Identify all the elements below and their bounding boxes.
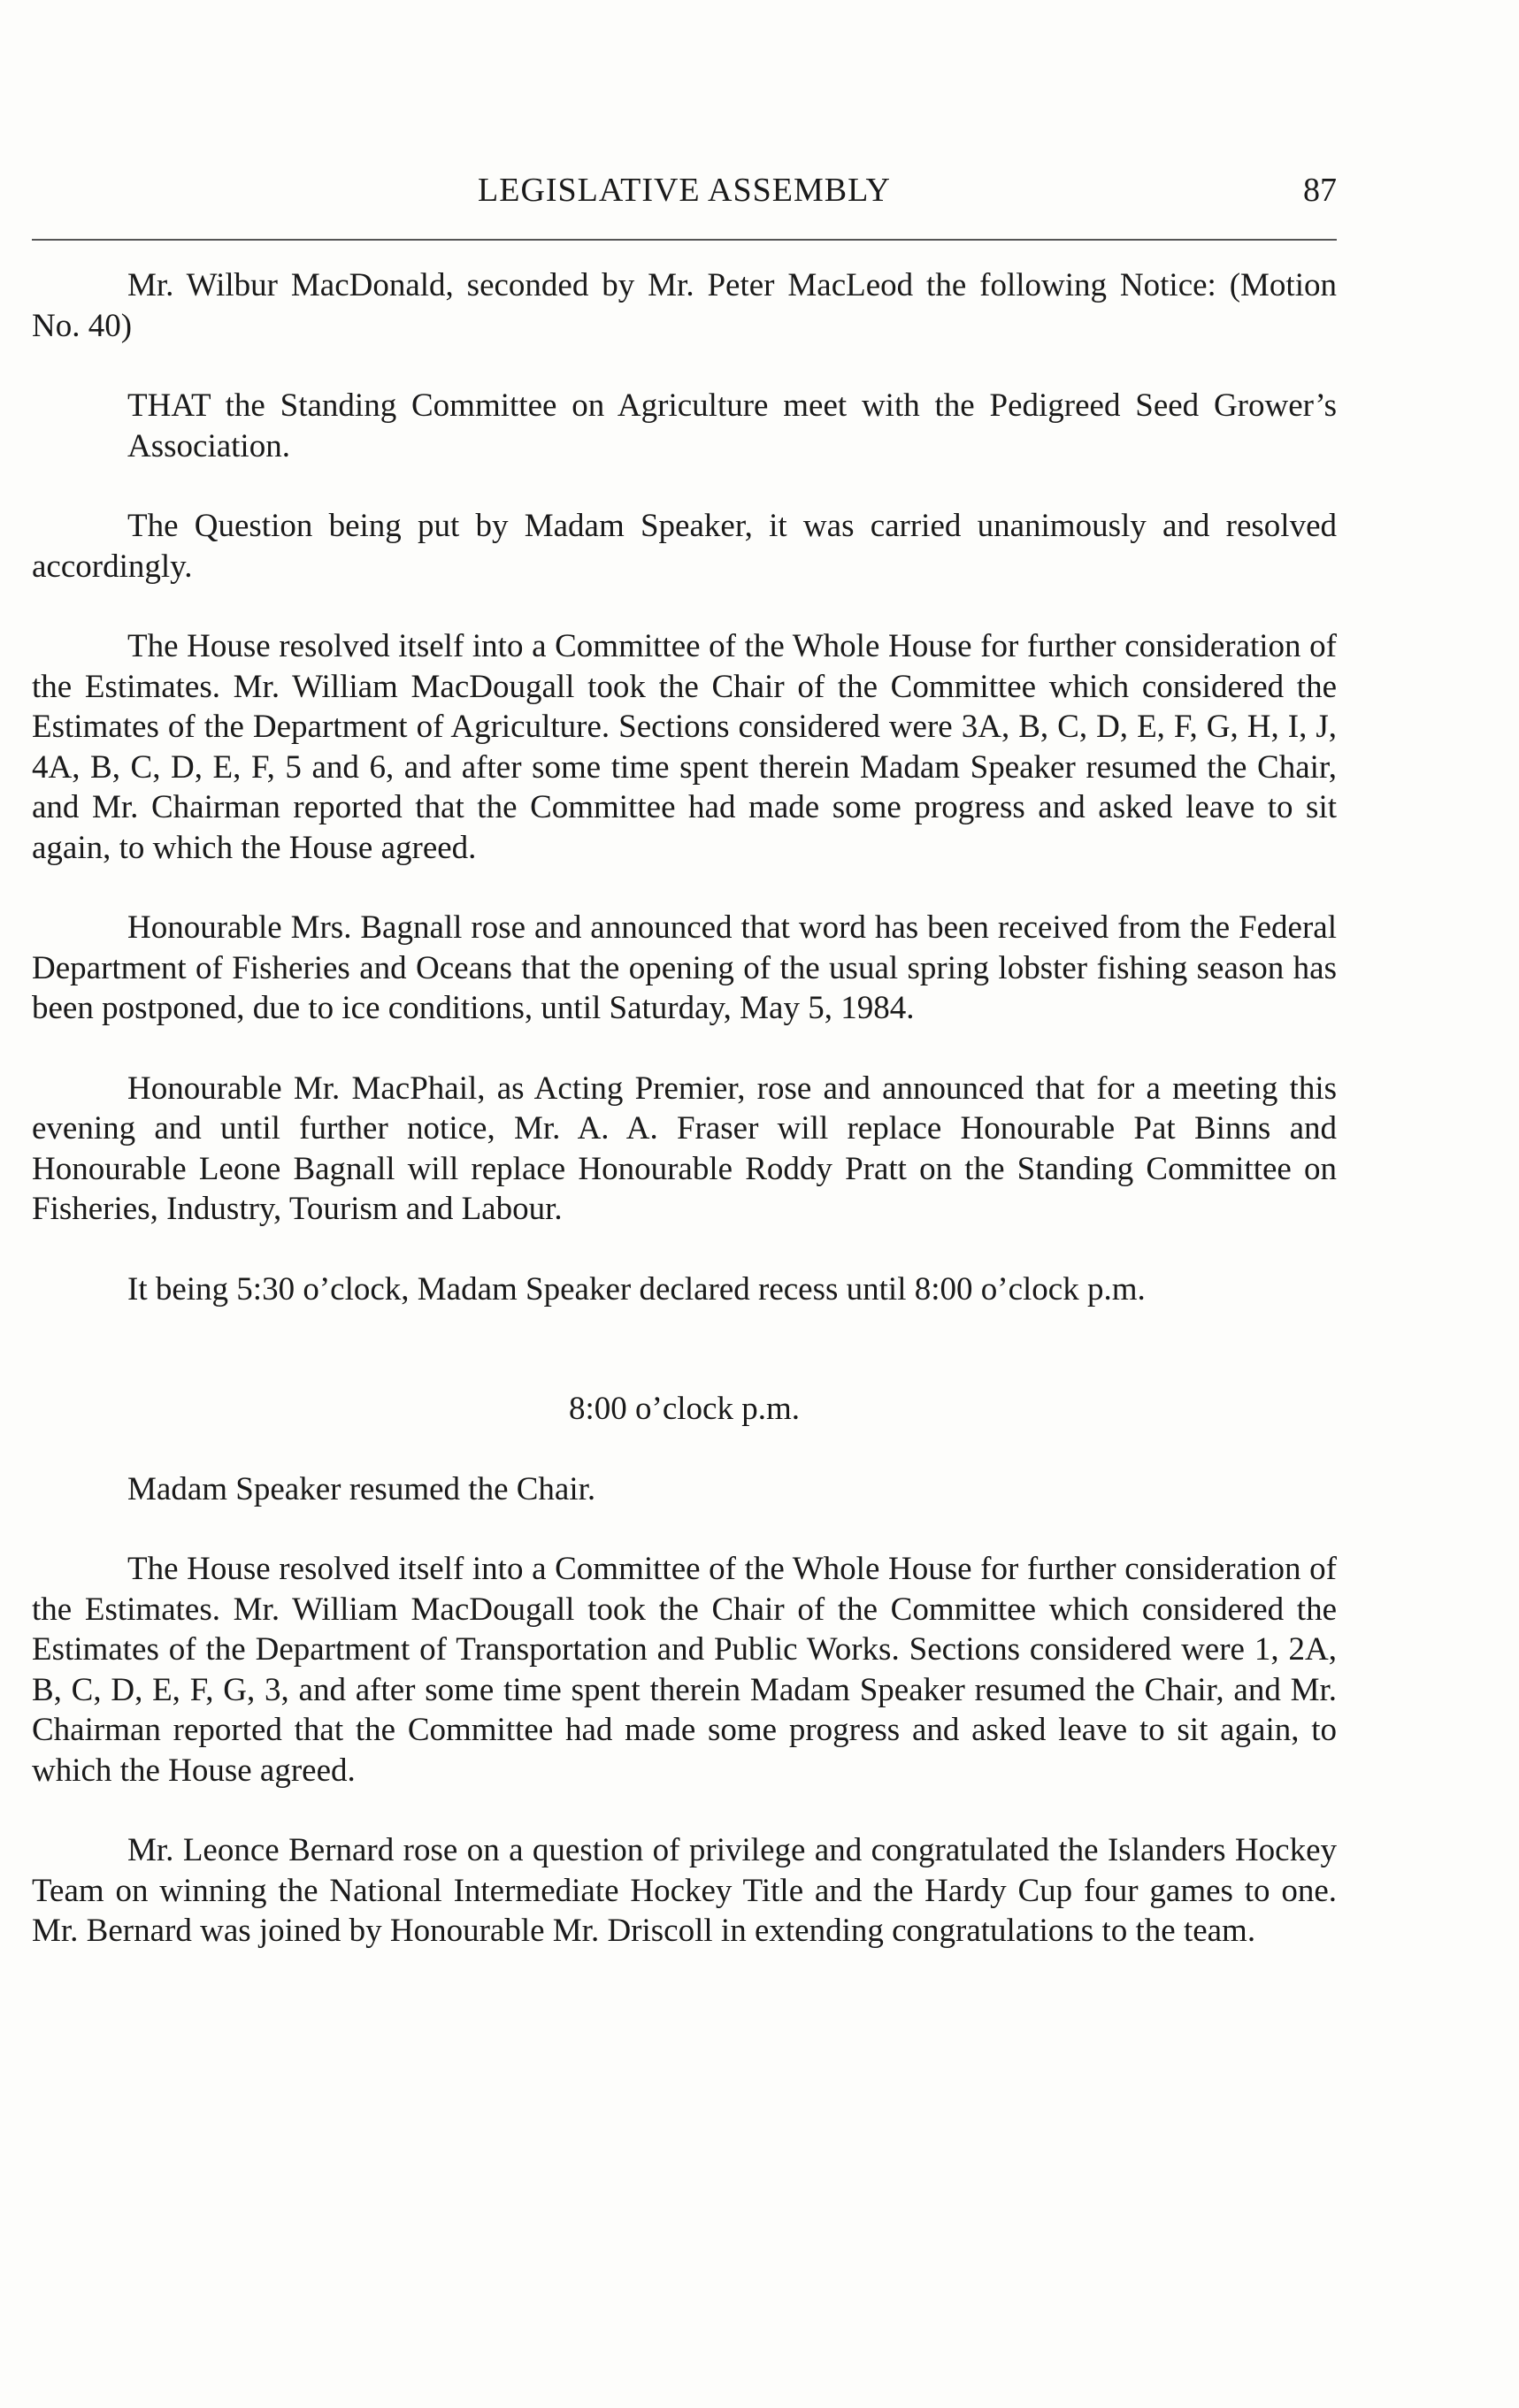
page-number: 87 [1303, 172, 1337, 209]
paragraph-lobster-season: Honourable Mrs. Bagnall rose and announced that word has been received from the Federal Department of Fisheries and Oceans that the opening of the usual spring lobster fishing season has been postponed, due to ice conditions, until Saturday, May 5, 1984. [32, 909, 1337, 1026]
time-heading: 8:00 o’clock p.m. [568, 1391, 800, 1427]
paragraph-recess: It being 5:30 o’clock, Madam Speaker declared recess until 8:00 o’clock p.m. [127, 1270, 1146, 1308]
paragraph-speaker-resumed: Madam Speaker resumed the Chair. [127, 1470, 596, 1507]
paragraph-motion-notice: Mr. Wilbur MacDonald, seconded by Mr. Peter MacLeod the following Notice: (Motion No. 40) [32, 267, 1337, 344]
paragraph-committee-agriculture: The House resolved itself into a Committee of the Whole House for further consideration of the Estimates. Mr. William MacDougall took the Chair of the Committee which considered the Estimates of the Department of Agriculture. Sections considered were 3A, B, C, D, E, F, G, H, I, J, 4A, B, C, D, E, F, 5 and 6, and after some time spent therein Madam Speaker resumed the Chair, and Mr. Chairman reported that the Committee had made some progress and asked leave to sit again, to which the House agreed. [32, 628, 1337, 866]
header-rule [32, 239, 1337, 241]
paragraph-motion-text: THAT the Standing Committee on Agriculture meet with the Pedigreed Seed Grower’s Association. [127, 387, 1337, 464]
paragraph-hockey-congratulations: Mr. Leonce Bernard rose on a question of privilege and congratulated the Islanders Hockey Team on winning the National Intermediate Hockey Title and the Hardy Cup four games to one. Mr. Bernard was joined by Honourable Mr. Driscoll in extending congratulations to the team. [32, 1832, 1337, 1949]
paragraph-committee-replacement: Honourable Mr. MacPhail, as Acting Premier, rose and announced that for a meeting this evening and until further notice, Mr. A. A. Fraser will replace Honourable Pat Binns and Honourable Leone Bagnall will replace Honourable Roddy Pratt on the Standing Committee on Fisheries, Industry, Tourism and Labour. [32, 1070, 1337, 1227]
page-header [32, 168, 1337, 212]
paragraph-question-carried: The Question being put by Madam Speaker, it was carried unanimously and resolved accordingly. [32, 508, 1337, 585]
body-text [32, 265, 1337, 1952]
paragraph-committee-transportation: The House resolved itself into a Committee of the Whole House for further consideration of the Estimates. Mr. William MacDougall took the Chair of the Committee which considered the Estimates of the Department of Transportation and Public Works. Sections considered were 1, 2A, B, C, D, E, F, G, 3, and after some time spent therein Madam Speaker resumed the Chair, and Mr. Chairman reported that the Committee had made some progress and asked leave to sit again, to which the House agreed. [32, 1551, 1337, 1789]
running-head: LEGISLATIVE ASSEMBLY [478, 172, 891, 209]
